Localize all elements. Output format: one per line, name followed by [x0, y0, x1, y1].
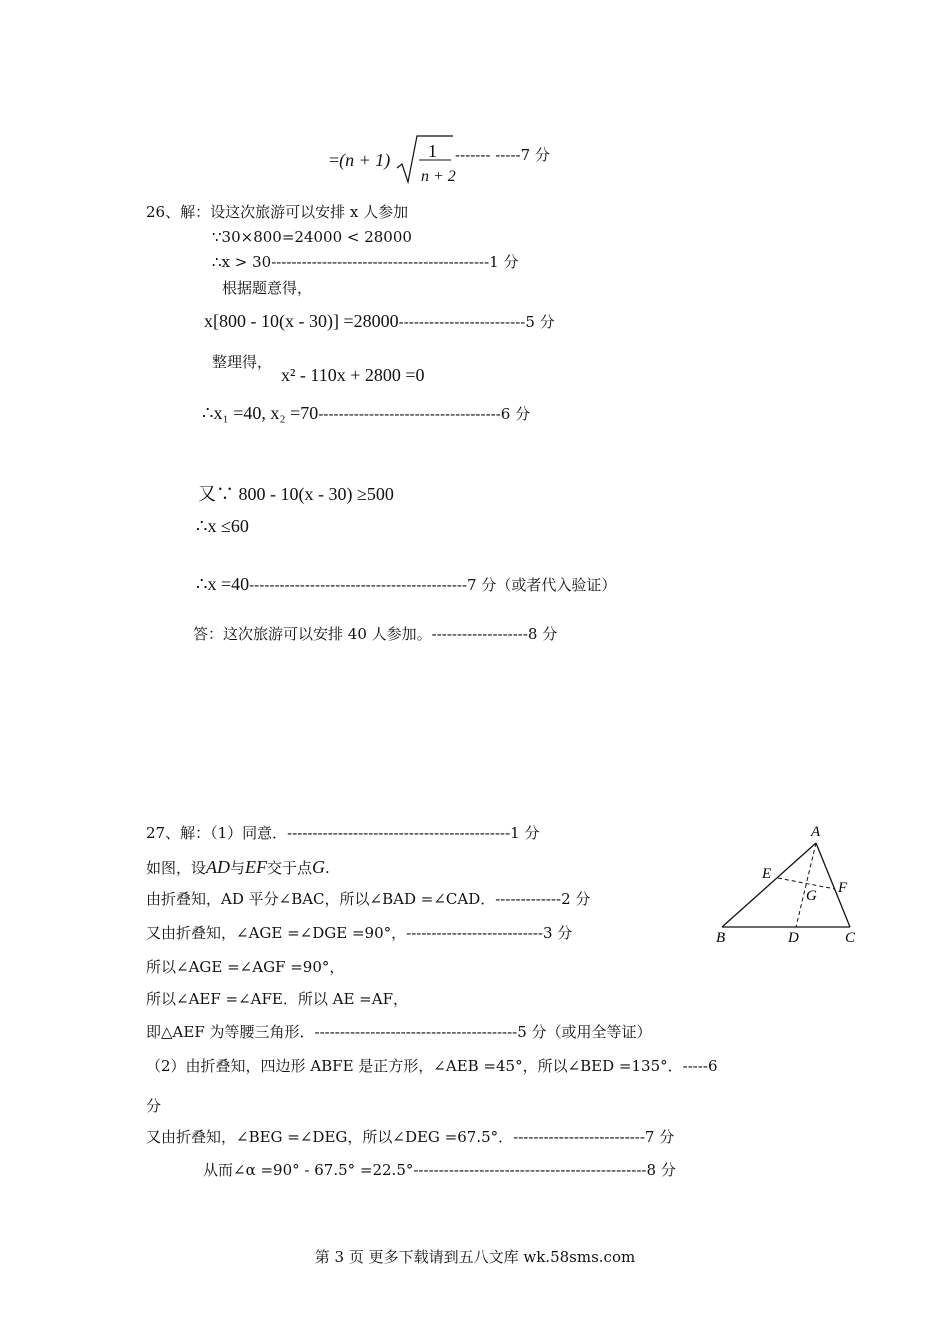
q27-line3-text: 由折叠知，AD 平分∠BAC，所以∠BAD =∠CAD． [146, 890, 496, 908]
q27-line7-text: 即△AEF 为等腰三角形． [146, 1023, 315, 1041]
q27-line8b: 分 [146, 1097, 162, 1115]
q26-equation-line [204, 311, 555, 332]
q27-line10 [203, 1160, 676, 1180]
label-C: C [845, 930, 856, 946]
q26-x40: ∴x =40 [196, 574, 250, 594]
label-E: E [762, 866, 772, 882]
q26-because: ∵30×800=24000 < 28000 [212, 228, 412, 246]
q26-simplify-label: 整理得， [212, 353, 273, 371]
q27-line1-text: 27、解：（1）同意． [146, 824, 288, 842]
q27-line8-text: （2）由折叠知，四边形 ABFE 是正方形，∠AEB =45°，所以∠BED =135°． [146, 1057, 683, 1075]
q26-x40-line [196, 574, 616, 595]
page-footer: 第 3 页 更多下载请到五八文库 wk.58sms.com [314, 1248, 636, 1266]
q27-line5: 所以∠AGE =∠AGF =90°， [146, 958, 345, 976]
q27-line2-ef: EF [245, 857, 268, 877]
q26-score5: -------------------------5 分 [398, 313, 555, 331]
q25-score: ------- -----7 分 [455, 146, 550, 164]
label-A: A [811, 824, 821, 840]
q27-line1 [146, 823, 539, 843]
q27-line9-text: 又由折叠知，∠BEG =∠DEG，所以∠DEG =67.5°． [146, 1128, 514, 1146]
q27-line10-text: 从而∠α =90° - 67.5° =22.5° [203, 1161, 414, 1179]
side-AB [722, 843, 816, 927]
q27-line6: 所以∠AEF =∠AFE．所以 AE =AF， [146, 990, 408, 1008]
q25-factor: (n + 1) [339, 150, 391, 170]
q27-score1: --------------------------------------------1 分 [287, 824, 540, 842]
triangle-figure [700, 815, 870, 955]
q27-score7: --------------------------7 分 [513, 1128, 675, 1146]
q27-line2-mid: 与 [230, 859, 246, 877]
q27-line2-g: G [312, 857, 326, 877]
q26-according: 根据题意得， [222, 279, 313, 297]
q25-frac-den: n + 2 [421, 168, 456, 185]
q27-line3 [146, 889, 590, 909]
q26-therefore-text: ∴x > 30 [212, 253, 272, 271]
q27-line8 [146, 1056, 718, 1076]
q27-line7 [146, 1022, 652, 1042]
q26-quadratic: x² - 110x + 2800 =0 [281, 365, 425, 385]
q26-score6: ------------------------------------6 分 [318, 405, 531, 423]
q26-also: 又∵ 800 - 10(x - 30) ≥500 [198, 484, 394, 504]
q26-equation: x[800 - 10(x - 30)] =28000 [204, 311, 399, 331]
q27-line2 [146, 857, 330, 878]
q26-xle: ∴x ≤60 [196, 516, 249, 536]
q27-score6: -----6 [682, 1057, 718, 1075]
q27-score5: ----------------------------------------5 分（或用全等证） [314, 1023, 652, 1041]
q26-title: 26、解：设这次旅游可以安排 x 人参加 [146, 203, 409, 221]
q26-therefore [212, 252, 518, 272]
q27-line4-text: 又由折叠知，∠AGE =∠DGE =90°， [146, 924, 407, 942]
label-B: B [716, 930, 726, 946]
q25-expr-prefix [329, 150, 390, 170]
q27-score8: ----------------------------------------------8 分 [413, 1161, 676, 1179]
q27-line2-pre: 如图，设 [146, 859, 207, 877]
q26-score8: -------------------8 分 [431, 625, 558, 643]
label-F: F [838, 880, 848, 896]
q27-score3: ---------------------------3 分 [406, 924, 573, 942]
q25-equals: = [329, 150, 340, 170]
q27-line2-ad: AD [206, 857, 231, 877]
q25-frac-num: 1 [428, 141, 437, 161]
q27-line2-mid2: 交于点 [267, 859, 313, 877]
label-G: G [806, 888, 817, 904]
label-D: D [788, 930, 799, 946]
q27-line4 [146, 923, 572, 943]
q26-score7: -------------------------------------------7 分（或者代入验证） [249, 576, 617, 594]
q27-line9 [146, 1127, 674, 1147]
q26-answer-line [193, 624, 557, 644]
q26-score1: -------------------------------------------1 分 [271, 253, 519, 271]
q26-roots: ∴x₁ =40, x₂ =70 [202, 403, 319, 423]
q26-answer: 答：这次旅游可以安排 40 人参加。 [193, 625, 432, 643]
q27-line2-end: . [325, 859, 330, 877]
q27-score2: -------------2 分 [495, 890, 591, 908]
q26-roots-line [202, 403, 530, 424]
